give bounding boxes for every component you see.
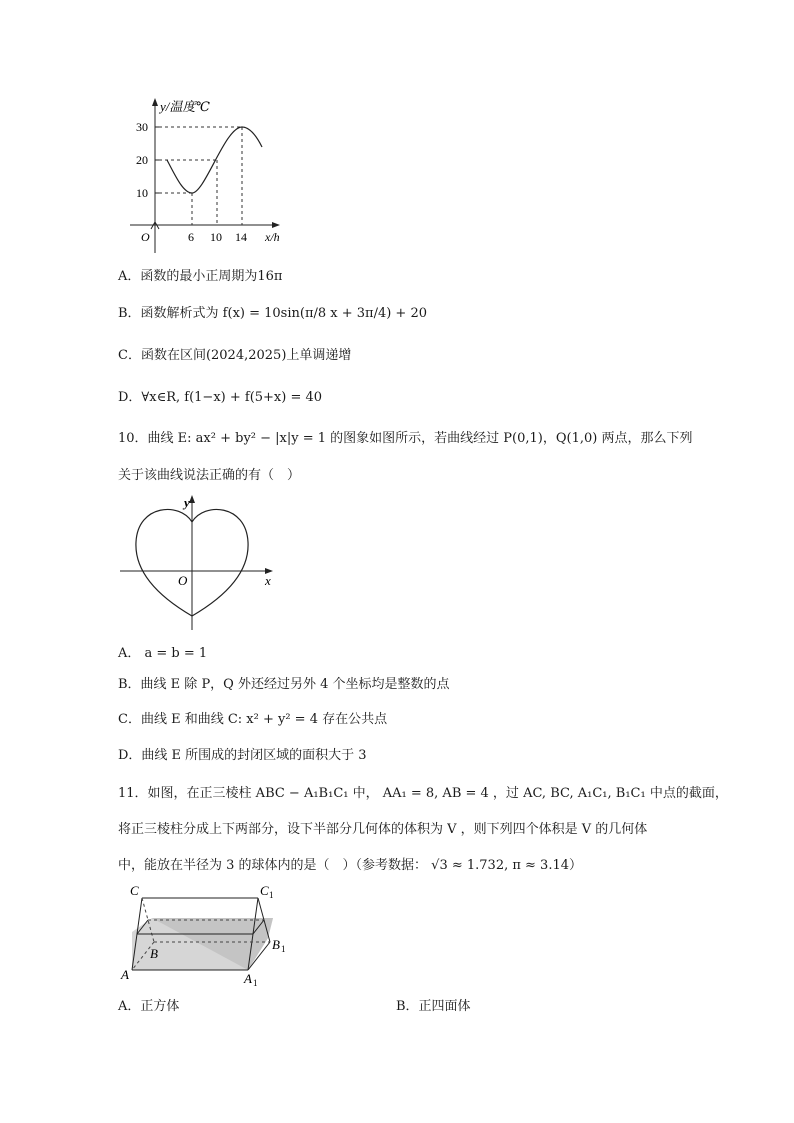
- origin-label: O: [178, 573, 188, 588]
- temperature-graph: [125, 95, 300, 255]
- q10-option-b[interactable]: B．曲线 E 除 P，Q 外还经过另外 4 个坐标均是整数的点: [118, 677, 450, 692]
- q10-option-a[interactable]: A． a = b = 1: [118, 646, 208, 661]
- x-tick: 10: [210, 230, 222, 244]
- q11-option-b[interactable]: B．正四面体: [396, 999, 471, 1014]
- label-c: C: [130, 883, 139, 898]
- q10-stem: 关于该曲线说法正确的有（ ）: [118, 468, 301, 483]
- q9-option-b[interactable]: B．函数解析式为 f(x) = 10sin(π/8 x + 3π/4) + 20: [118, 306, 427, 321]
- label-c1-sub: 1: [269, 890, 274, 900]
- q10-option-d[interactable]: D．曲线 E 所围成的封闭区域的面积大于 3: [118, 748, 367, 763]
- q10-stem: 10．曲线 E: ax² + by² − |x|y = 1 的图象如图所示，若曲线经过 P(0,1)，Q(1,0) 两点，那么下列: [118, 431, 693, 446]
- q9-option-a[interactable]: A．函数的最小正周期为16π: [118, 269, 283, 284]
- x-tick: 14: [235, 230, 247, 244]
- label-b1: B: [272, 937, 280, 952]
- x-tick: 6: [188, 230, 194, 244]
- origin-label: O: [141, 230, 150, 244]
- q11-stem: 中，能放在半径为 3 的球体内的是（ ）（参考数据： √3 ≈ 1.732, π ≈ 3.14）: [118, 858, 583, 873]
- label-c1: C: [260, 883, 269, 898]
- q9-option-c[interactable]: C．函数在区间(2024,2025)上单调递增: [118, 348, 352, 363]
- y-tick: 30: [136, 120, 148, 134]
- y-axis-label: y: [184, 495, 190, 510]
- q9-option-d[interactable]: D．∀x∈R, f(1−x) + f(5+x) = 40: [118, 390, 323, 405]
- y-tick: 10: [136, 186, 148, 200]
- label-a1: A: [244, 971, 252, 986]
- y-tick: 20: [136, 153, 148, 167]
- q11-stem: 将正三棱柱分成上下两部分，设下半部分几何体的体积为 V ，则下列四个体积是 V 的几何体: [118, 822, 648, 837]
- label-a: A: [121, 967, 129, 982]
- y-axis-label: y/温度℃: [160, 99, 210, 114]
- q11-option-a[interactable]: A．正方体: [118, 999, 180, 1014]
- label-b1-sub: 1: [281, 944, 286, 954]
- x-axis-label: x/h: [265, 230, 280, 244]
- prism-figure: [118, 882, 298, 990]
- q10-option-c[interactable]: C．曲线 E 和曲线 C: x² + y² = 4 存在公共点: [118, 712, 388, 727]
- heart-curve-graph: [118, 492, 283, 632]
- label-a1-sub: 1: [253, 978, 258, 988]
- x-axis-label: x: [265, 573, 271, 588]
- q11-stem: 11．如图，在正三棱柱 ABC − A₁B₁C₁ 中， AA₁ = 8, AB = 4 ，过 AC, BC, A₁C₁, B₁C₁ 中点的截面，: [118, 786, 728, 801]
- label-b: B: [150, 946, 158, 961]
